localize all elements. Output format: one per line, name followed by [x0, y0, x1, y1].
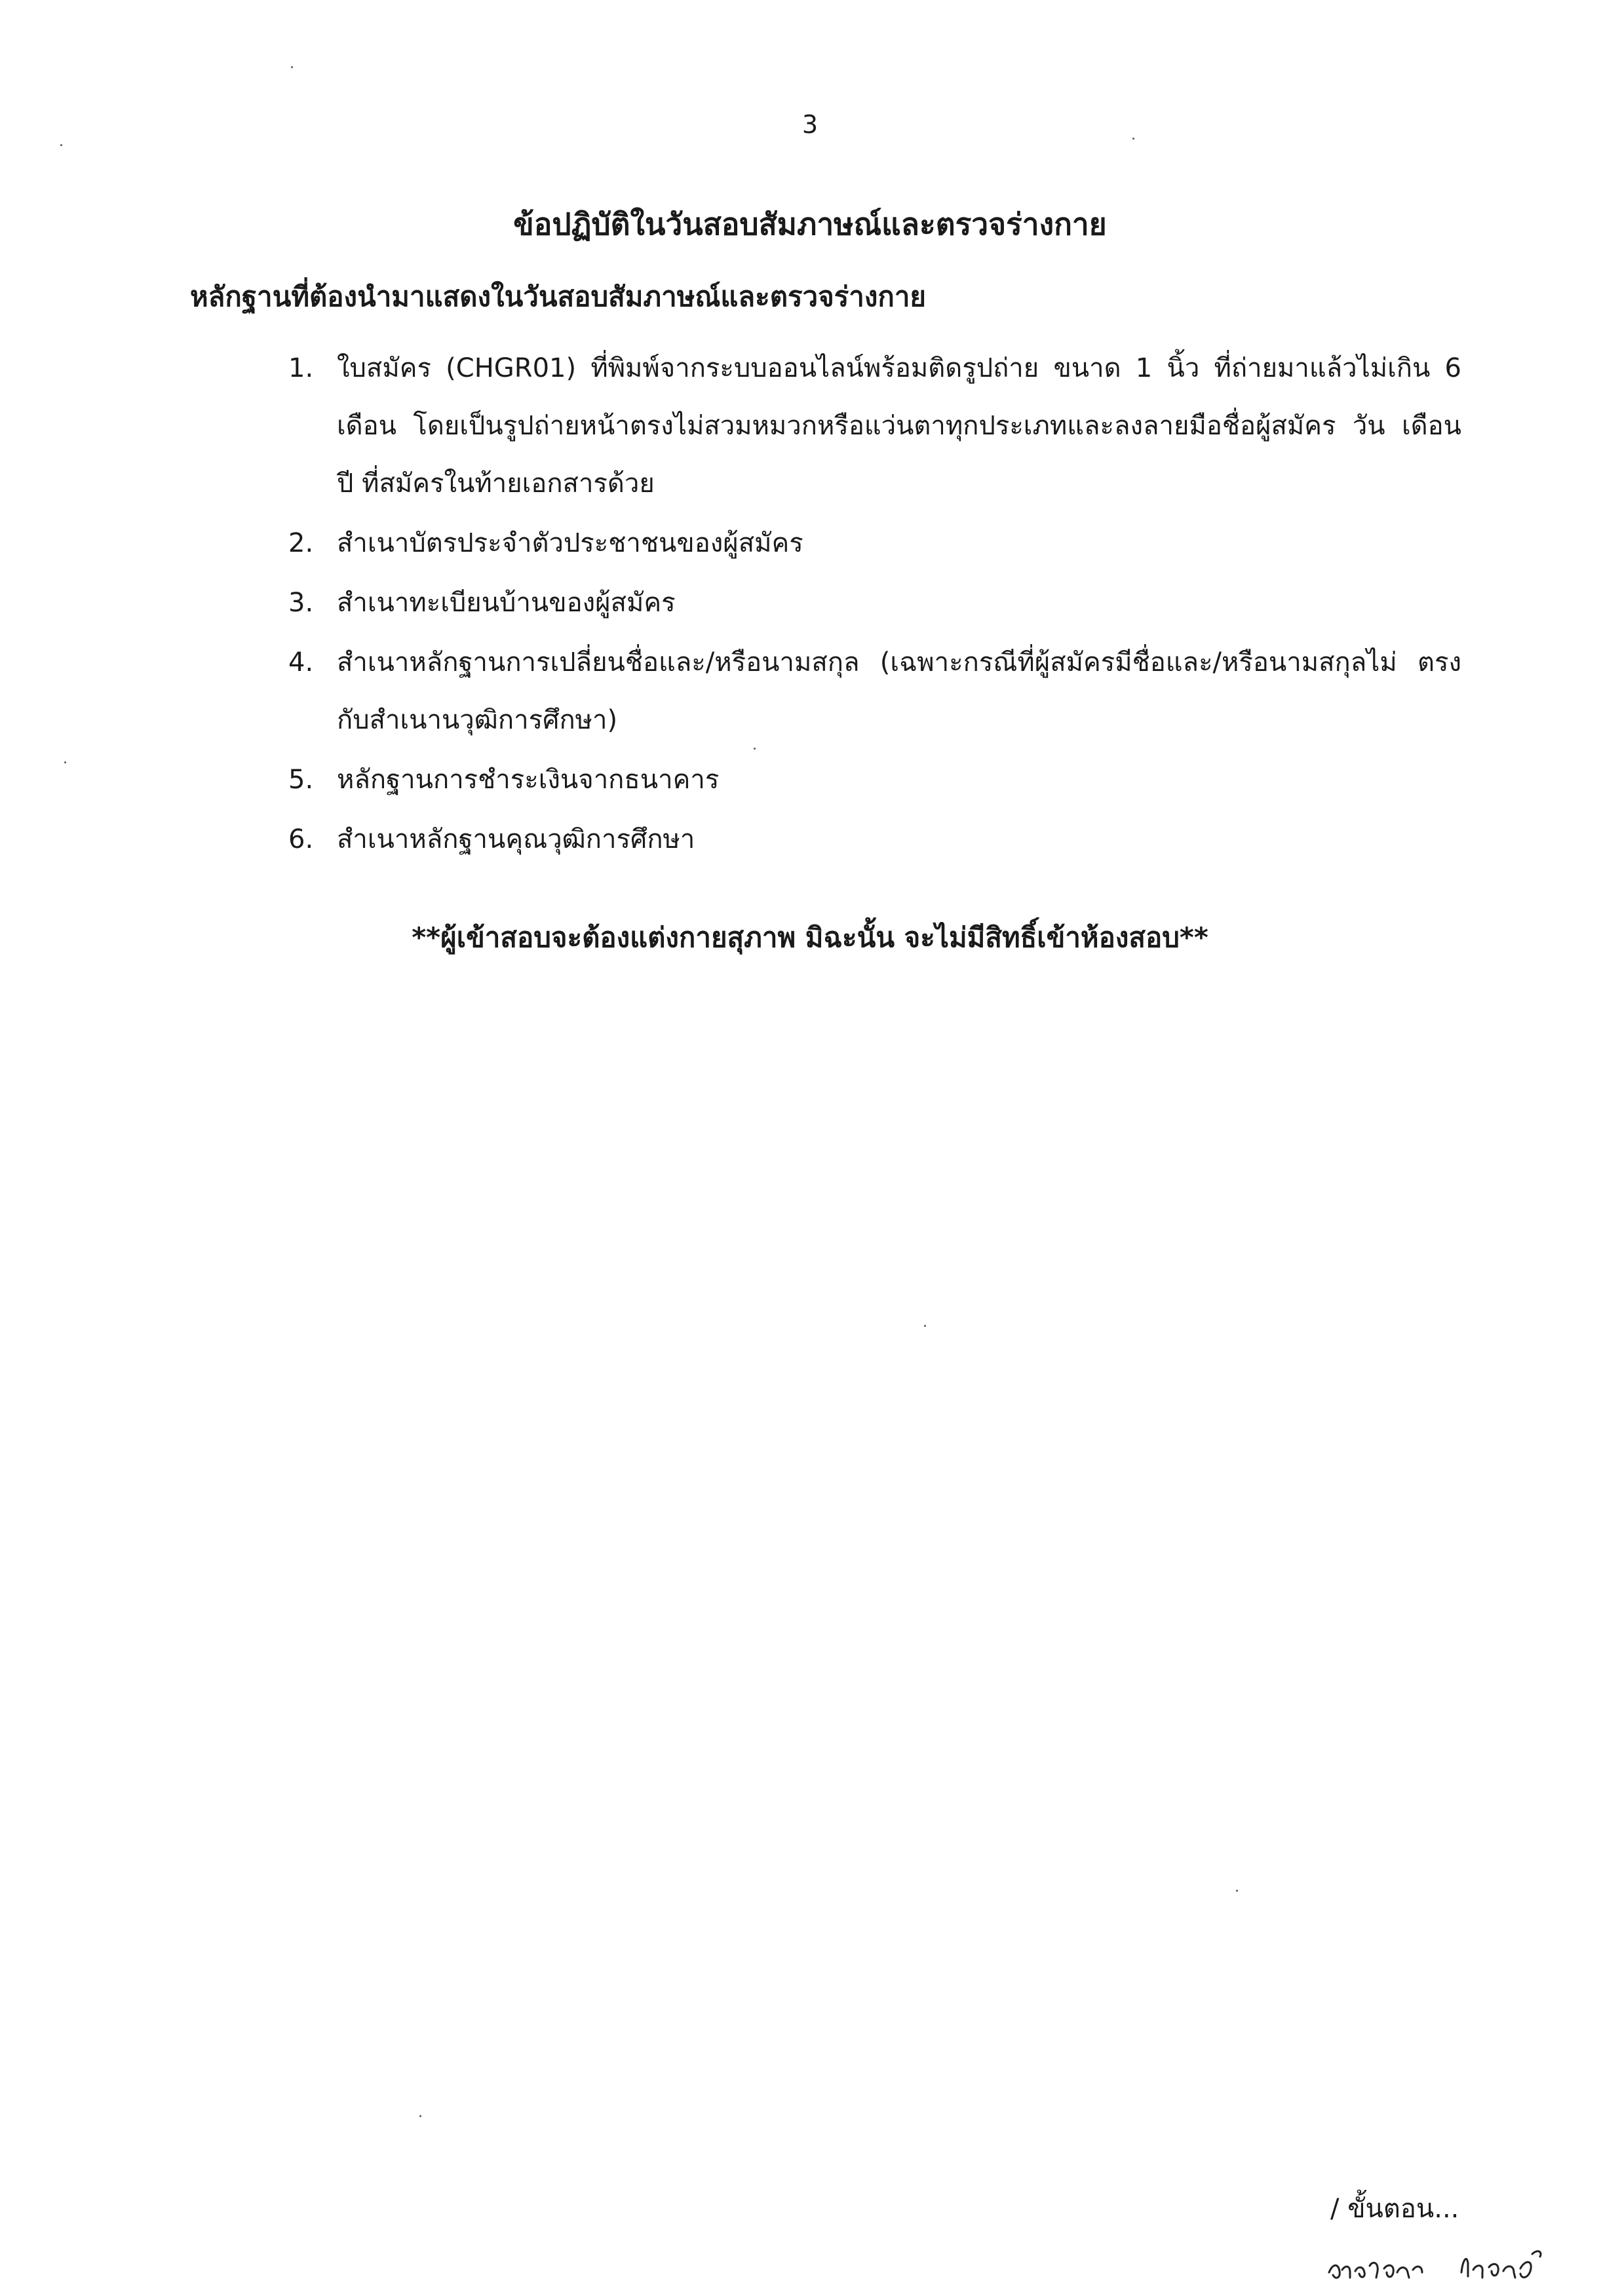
item-number: 4.: [288, 647, 314, 678]
item-text: ใบสมัคร (CHGR01) ที่พิมพ์จากระบบออนไลน์พร้อมติดรูปถ่าย ขนาด 1 นิ้ว ที่ถ่ายมาแล้วไม่เกิน 6 เดือน โดยเป็นรูปถ่ายหน้าตรงไม่สวมหมวกหรือแว่นตาทุกประเภทและลงลายมือชื่อผู้สมัคร วัน เดือน ปี ที่สมัครในท้ายเอกสารด้วย: [337, 353, 1461, 499]
item-number: 2.: [288, 528, 314, 558]
scan-speck: [1132, 138, 1134, 140]
item-text: สำเนาหลักฐานคุณวุฒิการศึกษา: [337, 824, 695, 854]
dress-code-notice: **ผู้เข้าสอบจะต้องแต่งกายสุภาพ มิฉะนั้น จะไม่มีสิทธิ์เข้าห้องสอบ**: [412, 921, 1208, 953]
list-item: [288, 574, 1461, 632]
list-item: [288, 339, 1461, 512]
list-item: [288, 514, 1461, 572]
scan-speck: [1236, 1890, 1238, 1892]
item-text: สำเนาหลักฐานการเปลี่ยนชื่อและ/หรือนามสกุล (เฉพาะกรณีที่ผู้สมัครมีชื่อและ/หรือนามสกุลไม่ ตรงกับสำเนานวุฒิการศึกษา): [337, 647, 1461, 735]
scan-speck: [64, 761, 66, 763]
item-text: หลักฐานการชำระเงินจากธนาคาร: [337, 765, 720, 795]
item-number: 6.: [288, 824, 314, 854]
section-heading: หลักฐานที่ต้องนำมาแสดงในวันสอบสัมภาษณ์และตรวจร่างกาย: [190, 280, 927, 313]
document-title: ข้อปฏิบัติในวันสอบสัมภาษณ์และตรวจร่างกาย: [513, 206, 1107, 242]
scan-speck: [291, 66, 293, 68]
list-item: [288, 751, 1461, 809]
list-item: [288, 634, 1461, 749]
item-text: สำเนาทะเบียนบ้านของผู้สมัคร: [337, 588, 676, 618]
item-number: 5.: [288, 765, 314, 795]
scan-speck: [754, 748, 756, 750]
scan-speck: [924, 1325, 926, 1327]
scan-speck: [419, 2115, 421, 2117]
required-documents-list: [288, 339, 1461, 870]
page-number: 3: [801, 110, 819, 139]
item-number: 3.: [288, 588, 314, 618]
continuation-marker: / ขั้นตอน...: [1330, 2194, 1459, 2224]
item-text: สำเนาบัตรประจำตัวประชาชนของผู้สมัคร: [337, 528, 803, 558]
scan-speck: [60, 144, 62, 146]
list-item: [288, 811, 1461, 868]
item-number: 1.: [288, 353, 314, 383]
handwritten-signature: [1324, 2234, 1560, 2293]
